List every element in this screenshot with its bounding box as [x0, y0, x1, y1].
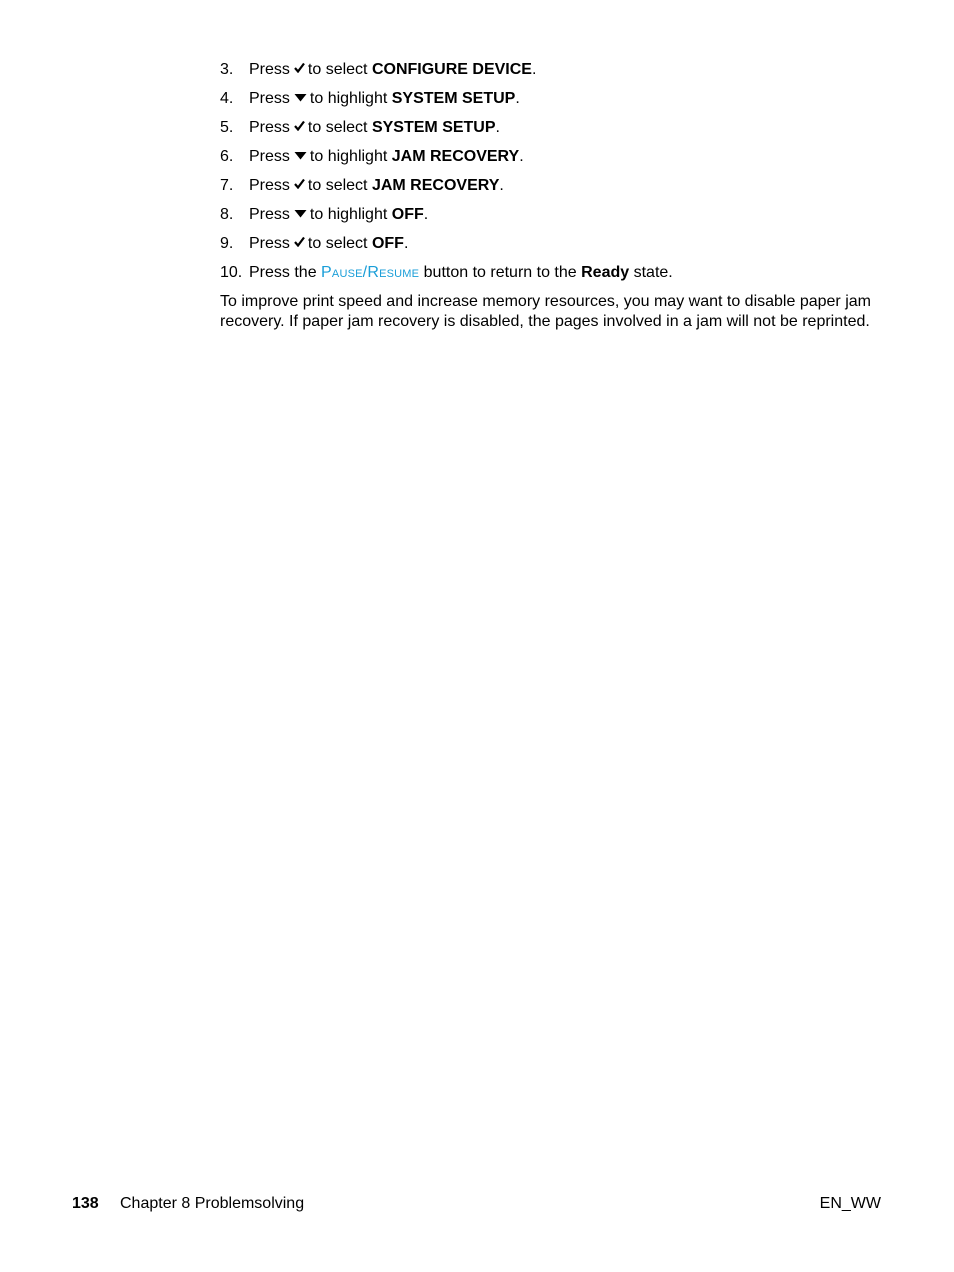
step-number: 8. [220, 206, 234, 224]
step-text: to select [307, 177, 368, 195]
step-number: 9. [220, 235, 234, 253]
step-press: Press [249, 119, 290, 137]
step-text: to select [307, 61, 368, 79]
step-text: to select [307, 235, 368, 253]
step-press: Press [249, 235, 290, 253]
chapter-title: Chapter 8 Problemsolving [120, 1195, 305, 1212]
step-end: . [403, 235, 409, 253]
checkmark-icon [294, 173, 305, 197]
step-number: 4. [220, 90, 234, 108]
step-end: . [423, 206, 429, 224]
step-end: state. [633, 264, 673, 281]
step-target: SYSTEM SETUP [371, 119, 496, 137]
list-item [220, 87, 890, 116]
pause-resume-link[interactable]: Pause/Resume [321, 264, 420, 281]
step-number: 5. [220, 119, 234, 137]
step-press: Press [249, 61, 290, 79]
page-footer [72, 1192, 881, 1216]
list-item [220, 116, 890, 145]
info-paragraph: To improve print speed and increase memory resources, you may want to disable paper jam recovery. If paper jam recovery is disabled, the pages involved in a jam will not be reprinted. [220, 293, 871, 330]
step-text: to highlight [309, 90, 388, 108]
list-item [220, 58, 890, 87]
ready-state-label: Ready [581, 264, 630, 281]
checkmark-icon [294, 57, 305, 81]
checkmark-icon [294, 115, 305, 139]
step-target: CONFIGURE DEVICE [371, 61, 532, 79]
down-arrow-icon [294, 144, 307, 168]
page-number: 138 [72, 1195, 99, 1212]
checkmark-icon [294, 231, 305, 255]
step-end: . [519, 148, 524, 166]
page-content [220, 58, 890, 331]
step-target: JAM RECOVERY [371, 177, 500, 195]
step-text: button to return to the [423, 264, 577, 281]
step-press: Press [249, 90, 290, 108]
steps-list [220, 58, 890, 290]
step-text: to select [307, 119, 368, 137]
step-target: OFF [391, 206, 424, 224]
step-text: to highlight [309, 148, 388, 166]
step-end: . [531, 61, 537, 79]
step-target: OFF [371, 235, 404, 253]
step-press: Press [249, 177, 290, 195]
step-number: 10. [220, 264, 243, 281]
step-text: to highlight [309, 206, 388, 224]
step-target: SYSTEM SETUP [391, 90, 516, 108]
step-press: Press [249, 148, 290, 166]
list-item [220, 261, 890, 290]
step-press: Press [249, 206, 290, 224]
step-end: . [515, 90, 520, 108]
step-target: JAM RECOVERY [391, 148, 520, 166]
list-item [220, 145, 890, 174]
step-end: . [499, 177, 504, 195]
step-number: 3. [220, 61, 234, 79]
edition-label: EN_WW [819, 1195, 881, 1212]
step-number: 7. [220, 177, 234, 195]
list-item [220, 203, 890, 232]
list-item [220, 232, 890, 261]
down-arrow-icon [294, 86, 307, 110]
step-end: . [495, 119, 500, 137]
step-press: Press the [249, 264, 317, 281]
step-number: 6. [220, 148, 234, 166]
down-arrow-icon [294, 202, 307, 226]
list-item [220, 174, 890, 203]
